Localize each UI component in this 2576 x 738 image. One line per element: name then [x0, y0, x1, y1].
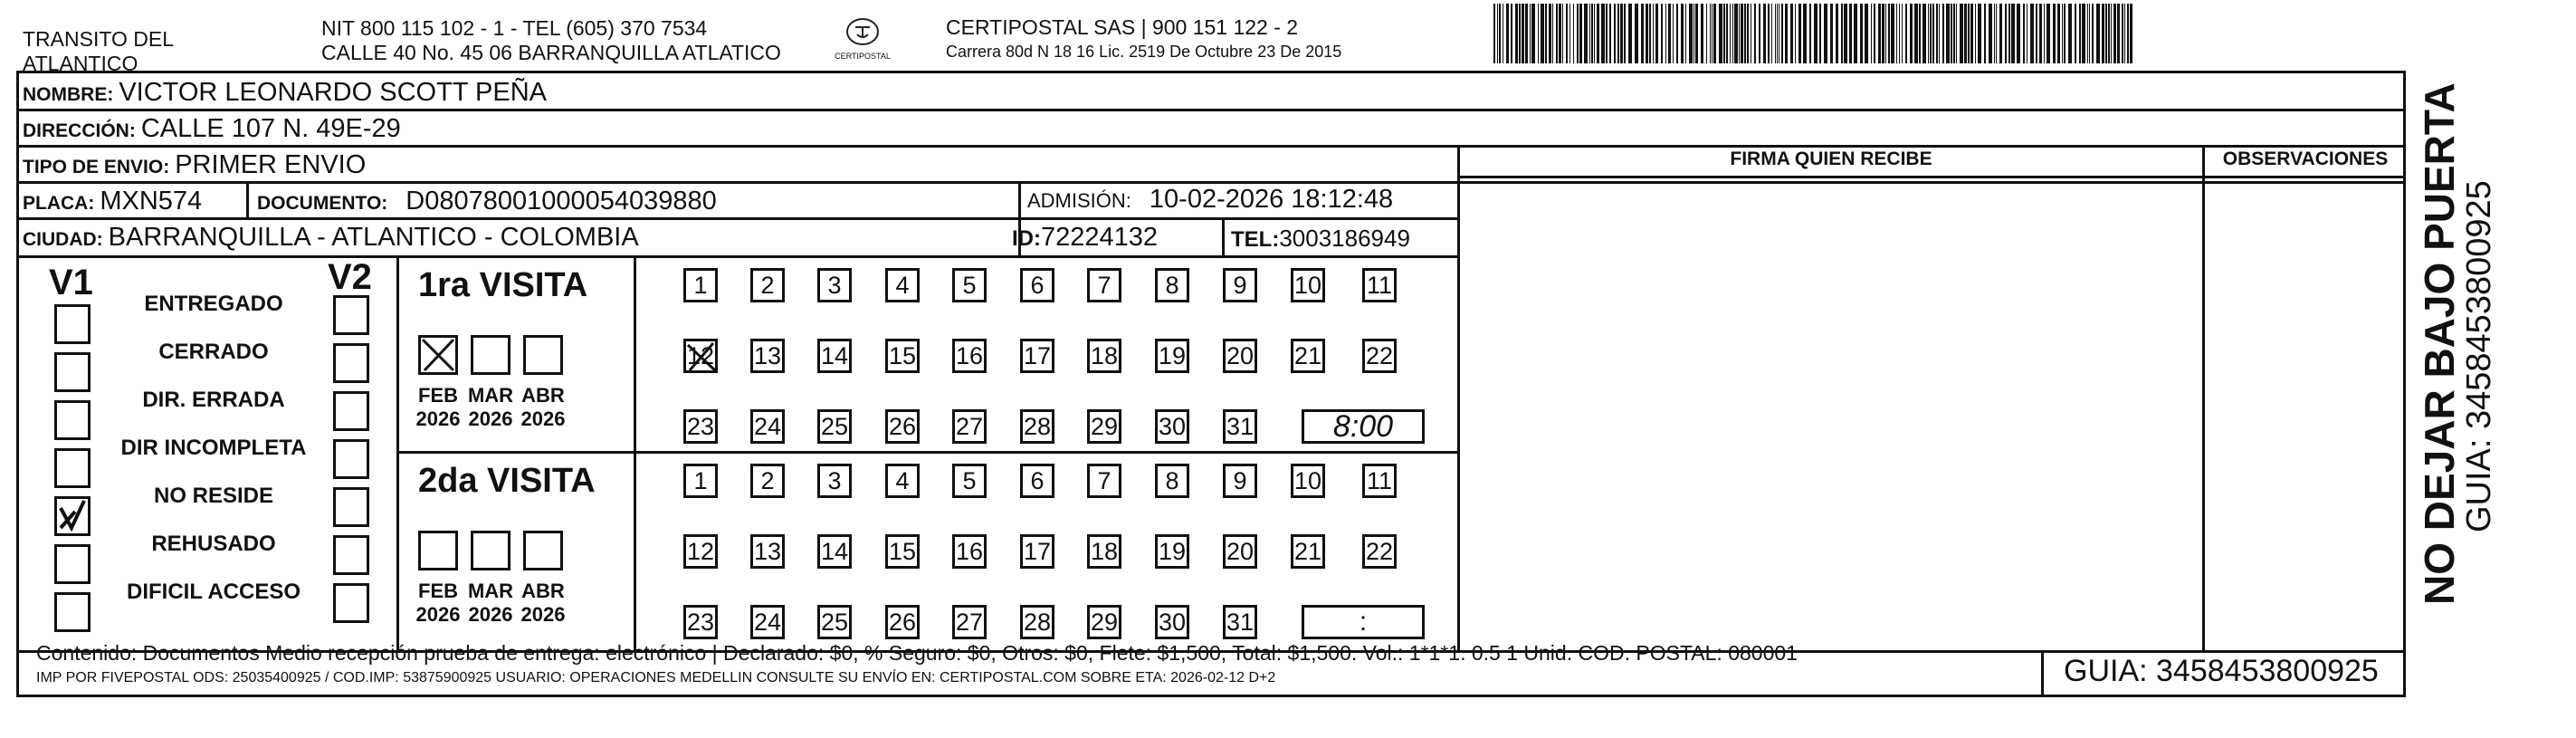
- day-box[interactable]: [1020, 409, 1054, 444]
- day-box[interactable]: [1223, 605, 1257, 639]
- day-number: 18: [1090, 537, 1119, 565]
- address-line: CALLE 40 No. 45 06 BARRANQUILLA ATLATICO: [321, 41, 781, 64]
- day-number: 5: [962, 271, 977, 299]
- visit-title: 2da VISITA: [418, 462, 596, 500]
- day-box[interactable]: [683, 339, 718, 373]
- v2-checkbox[interactable]: [333, 295, 369, 335]
- day-box[interactable]: [885, 534, 920, 569]
- documento-value: D08078001000054039880: [405, 187, 717, 216]
- day-box[interactable]: [817, 268, 852, 302]
- day-box[interactable]: [1155, 268, 1189, 302]
- day-number: 20: [1226, 537, 1255, 565]
- day-number: 12: [686, 341, 715, 369]
- guia-footer: GUIA: 3458453800925: [2064, 654, 2379, 688]
- v1-checkbox[interactable]: [54, 544, 91, 584]
- day-number: 26: [888, 608, 917, 636]
- carrier-line: CERTIPOSTAL SAS | 900 151 122 - 2: [946, 15, 1299, 39]
- day-number: 22: [1365, 537, 1394, 565]
- placa-value: MXN574: [100, 187, 203, 216]
- day-box[interactable]: [817, 534, 852, 569]
- ciudad-value: BARRANQUILLA - ATLANTICO - COLOMBIA: [108, 223, 639, 252]
- day-number: 14: [820, 341, 849, 369]
- day-number: 10: [1293, 466, 1322, 494]
- certipostal-logo: [831, 16, 894, 65]
- day-number: 25: [820, 412, 849, 440]
- day-box[interactable]: [1155, 534, 1189, 569]
- v1-checkbox[interactable]: [54, 400, 91, 440]
- nit-line: NIT 800 115 102 - 1 - TEL (605) 370 7534: [321, 16, 708, 40]
- day-box[interactable]: [1223, 464, 1257, 498]
- day-number: 15: [888, 341, 917, 369]
- placa-field: [23, 187, 202, 216]
- day-box[interactable]: [952, 534, 987, 569]
- day-box[interactable]: [1362, 534, 1397, 569]
- day-number: 13: [753, 537, 782, 565]
- day-box[interactable]: [885, 464, 920, 498]
- tipo-envio-field: [23, 150, 366, 180]
- id-field: [1012, 223, 1158, 253]
- day-box[interactable]: [1155, 339, 1189, 373]
- day-box[interactable]: [885, 339, 920, 373]
- day-number: 16: [955, 537, 984, 565]
- day-number: 11: [1366, 466, 1393, 494]
- tipo-envio-value: PRIMER ENVIO: [175, 150, 367, 179]
- day-number: 8: [1165, 466, 1179, 494]
- day-number: 6: [1030, 466, 1045, 494]
- time-box[interactable]: 8:00: [1302, 409, 1425, 444]
- contenido-line: Contenido: Documentos Medio recepción prueba de entrega: electrónico | Declarado: $0, % Seguro: $0, Otros: $0, Flete: $1,500, Total: $1,500. Vol.: 1*1*1. 0.5 1 Unid. COD. POSTAL: 080001: [36, 641, 1798, 665]
- placa-label: PLACA:: [23, 193, 95, 214]
- day-number: 28: [1023, 412, 1052, 440]
- day-number: 20: [1226, 341, 1255, 369]
- month-checkbox[interactable]: [418, 531, 458, 570]
- day-box[interactable]: [1291, 464, 1325, 498]
- month-name: ABR: [521, 384, 565, 407]
- day-box[interactable]: [1087, 464, 1121, 498]
- day-box[interactable]: [1223, 268, 1257, 302]
- status-label: DIFICIL ACCESO: [126, 580, 301, 604]
- tipo-envio-label: TIPO DE ENVIO:: [23, 157, 170, 177]
- day-box[interactable]: [952, 409, 987, 444]
- day-number: 17: [1023, 341, 1052, 369]
- day-number: 7: [1097, 466, 1111, 494]
- direccion-field: [23, 114, 401, 144]
- day-box[interactable]: [885, 268, 920, 302]
- tel-field: [1231, 225, 1410, 253]
- day-box[interactable]: [885, 409, 920, 444]
- day-number: 29: [1090, 412, 1119, 440]
- day-box[interactable]: [683, 534, 718, 569]
- v2-checkbox[interactable]: [333, 343, 369, 383]
- nombre-field: [23, 78, 547, 108]
- day-number: 2: [760, 271, 775, 299]
- day-number: 25: [820, 608, 849, 636]
- day-number: 12: [686, 537, 715, 565]
- cross-mark-icon: [686, 341, 717, 379]
- day-number: 15: [888, 537, 917, 565]
- barcode: [1493, 4, 2136, 63]
- v2-checkbox[interactable]: [333, 583, 369, 623]
- day-box[interactable]: [1291, 534, 1325, 569]
- v2-checkbox[interactable]: [333, 439, 369, 479]
- v2-checkbox[interactable]: [333, 487, 369, 527]
- visit-title: 1ra VISITA: [418, 266, 588, 304]
- day-number: 16: [955, 341, 984, 369]
- month-name: FEB: [418, 580, 458, 602]
- day-box[interactable]: [750, 605, 785, 639]
- day-number: 19: [1158, 537, 1187, 565]
- tel-label: TEL:: [1231, 227, 1280, 252]
- day-number: 27: [955, 608, 984, 636]
- day-box[interactable]: [683, 268, 718, 302]
- day-number: 21: [1293, 341, 1322, 369]
- day-box[interactable]: [750, 534, 785, 569]
- day-number: 9: [1233, 466, 1247, 494]
- month-year: 2026: [415, 407, 461, 430]
- day-number: 23: [686, 608, 715, 636]
- month-year: 2026: [520, 407, 566, 430]
- day-box[interactable]: [817, 339, 852, 373]
- month-year: 2026: [520, 603, 566, 626]
- day-box[interactable]: [952, 464, 987, 498]
- guia-side: GUIA: 3458453800925: [2460, 180, 2498, 532]
- day-number: 29: [1090, 608, 1119, 636]
- day-box[interactable]: [1020, 605, 1054, 639]
- day-number: 6: [1030, 271, 1045, 299]
- day-number: 14: [820, 537, 849, 565]
- status-label: NO RESIDE: [153, 484, 274, 508]
- month-label: [516, 384, 570, 431]
- admision-label: ADMISIÓN:: [1027, 189, 1131, 212]
- day-number: 5: [962, 466, 977, 494]
- day-box[interactable]: [1223, 339, 1257, 373]
- day-box[interactable]: [1362, 339, 1397, 373]
- time-box[interactable]: :: [1302, 605, 1425, 639]
- v1-checkbox[interactable]: [54, 352, 91, 392]
- day-number: 30: [1158, 608, 1187, 636]
- day-number: 22: [1365, 341, 1394, 369]
- day-box[interactable]: [1020, 534, 1054, 569]
- day-box[interactable]: [683, 464, 718, 498]
- day-box[interactable]: [885, 605, 920, 639]
- v2-checkbox[interactable]: [333, 535, 369, 575]
- month-label: [411, 580, 465, 627]
- id-label: ID:: [1012, 226, 1041, 251]
- day-box[interactable]: [750, 409, 785, 444]
- month-name: FEB: [418, 384, 458, 407]
- day-number: 19: [1158, 341, 1187, 369]
- month-label: [463, 384, 518, 431]
- v1-checkbox[interactable]: [54, 592, 91, 632]
- month-name: ABR: [521, 580, 565, 602]
- logo-icon: [844, 16, 881, 47]
- v2-header: V2: [328, 257, 372, 297]
- company-name: TRANSITO DEL ATLANTICO: [23, 27, 174, 75]
- day-box[interactable]: [1020, 268, 1054, 302]
- no-dejar-bajo-puerta: NO DEJAR BAJO PUERTA: [2416, 82, 2463, 605]
- day-box[interactable]: [952, 605, 987, 639]
- check-mark-icon: [57, 499, 88, 533]
- day-box[interactable]: [1223, 409, 1257, 444]
- day-number: 13: [753, 341, 782, 369]
- month-year: 2026: [468, 407, 513, 430]
- v1-checkbox[interactable]: [54, 496, 91, 536]
- day-box[interactable]: [1087, 605, 1121, 639]
- month-checkbox[interactable]: [471, 531, 510, 570]
- day-number: 30: [1158, 412, 1187, 440]
- day-box[interactable]: [1155, 464, 1189, 498]
- day-box[interactable]: [1087, 534, 1121, 569]
- v1-header: V1: [49, 263, 93, 302]
- day-number: 17: [1023, 537, 1052, 565]
- day-box[interactable]: [683, 605, 718, 639]
- day-number: 26: [888, 412, 917, 440]
- observaciones-header: OBSERVACIONES: [2222, 149, 2389, 169]
- month-year: 2026: [468, 603, 513, 626]
- status-label: REHUSADO: [151, 532, 276, 556]
- documento-field: [257, 187, 717, 216]
- day-number: 4: [895, 466, 910, 494]
- v1-checkbox[interactable]: [54, 448, 91, 488]
- month-label: [516, 580, 570, 627]
- day-number: 24: [753, 608, 782, 636]
- status-label: ENTREGADO: [144, 292, 283, 316]
- day-number: 9: [1233, 271, 1247, 299]
- day-box[interactable]: [750, 464, 785, 498]
- v1-checkbox[interactable]: [54, 304, 91, 344]
- status-label: DIR INCOMPLETA: [120, 436, 307, 460]
- month-checkbox[interactable]: [523, 335, 563, 375]
- nombre-label: NOMBRE:: [23, 84, 114, 105]
- day-number: 31: [1226, 412, 1255, 440]
- id-value: 72224132: [1041, 223, 1159, 252]
- day-box[interactable]: [1291, 339, 1325, 373]
- day-number: 4: [895, 271, 910, 299]
- day-box[interactable]: [1087, 339, 1121, 373]
- day-number: 3: [827, 466, 842, 494]
- v2-checkbox[interactable]: [333, 391, 369, 431]
- day-box[interactable]: [817, 605, 852, 639]
- month-year: 2026: [415, 603, 461, 626]
- direccion-value: CALLE 107 N. 49E-29: [140, 114, 401, 143]
- month-checkbox[interactable]: [418, 335, 458, 375]
- day-number: 2: [760, 466, 775, 494]
- x-mark-icon: [421, 338, 455, 372]
- day-box[interactable]: [952, 339, 987, 373]
- company-info: [321, 16, 781, 65]
- status-label: CERRADO: [158, 340, 269, 364]
- day-box[interactable]: [817, 464, 852, 498]
- day-box[interactable]: [750, 268, 785, 302]
- admision-field: [1027, 185, 1393, 215]
- day-box[interactable]: [750, 339, 785, 373]
- status-label: DIR. ERRADA: [142, 388, 285, 412]
- month-name: MAR: [467, 384, 514, 407]
- day-box[interactable]: [1223, 534, 1257, 569]
- day-number: 11: [1366, 271, 1393, 299]
- day-number: 28: [1023, 608, 1052, 636]
- day-box[interactable]: [1362, 268, 1397, 302]
- day-number: 27: [955, 412, 984, 440]
- day-box[interactable]: [1020, 339, 1054, 373]
- day-box[interactable]: [1155, 409, 1189, 444]
- imp-line: IMP POR FIVEPOSTAL ODS: 25035400925 / COD.IMP: 53875900925 USUARIO: OPERACIONES MEDELLIN CONSULTE SU ENVÍO EN: CERTIPOSTAL.COM SOBRE ETA: 2026-02-12 D+2: [36, 670, 1276, 685]
- day-number: 10: [1293, 271, 1322, 299]
- day-number: 21: [1293, 537, 1322, 565]
- day-box[interactable]: [1087, 268, 1121, 302]
- month-checkbox[interactable]: [471, 335, 510, 375]
- day-number: 1: [693, 271, 708, 299]
- carrier-info: [946, 14, 1341, 63]
- tel-value: 3003186949: [1279, 225, 1410, 252]
- day-number: 23: [686, 412, 715, 440]
- day-box[interactable]: [1087, 409, 1121, 444]
- day-number: 31: [1226, 608, 1255, 636]
- day-number: 1: [693, 466, 708, 494]
- day-number: 7: [1097, 271, 1111, 299]
- month-checkbox[interactable]: [523, 531, 563, 570]
- nombre-value: VICTOR LEONARDO SCOTT PEÑA: [119, 78, 548, 107]
- direccion-label: DIRECCIÓN:: [23, 120, 136, 141]
- day-box[interactable]: [817, 409, 852, 444]
- day-number: 3: [827, 271, 842, 299]
- day-box[interactable]: [1155, 605, 1189, 639]
- day-number: 24: [753, 412, 782, 440]
- license-line: Carrera 80d N 18 16 Lic. 2519 De Octubre 23 De 2015: [946, 43, 1342, 61]
- ciudad-field: [23, 223, 639, 253]
- month-name: MAR: [467, 580, 514, 602]
- ciudad-label: CIUDAD:: [23, 229, 103, 250]
- day-box[interactable]: [1291, 268, 1325, 302]
- admision-value: 10-02-2026 18:12:48: [1149, 185, 1394, 214]
- month-label: [463, 580, 518, 627]
- day-box[interactable]: [1362, 464, 1397, 498]
- day-number: 18: [1090, 341, 1119, 369]
- documento-label: DOCUMENTO:: [257, 193, 388, 214]
- day-box[interactable]: [952, 268, 987, 302]
- month-label: [411, 384, 465, 431]
- logo-text: CERTIPOSTAL: [835, 52, 891, 61]
- firma-header: FIRMA QUIEN RECIBE: [1730, 149, 1932, 169]
- day-box[interactable]: [1020, 464, 1054, 498]
- day-box[interactable]: [683, 409, 718, 444]
- day-number: 8: [1165, 271, 1179, 299]
